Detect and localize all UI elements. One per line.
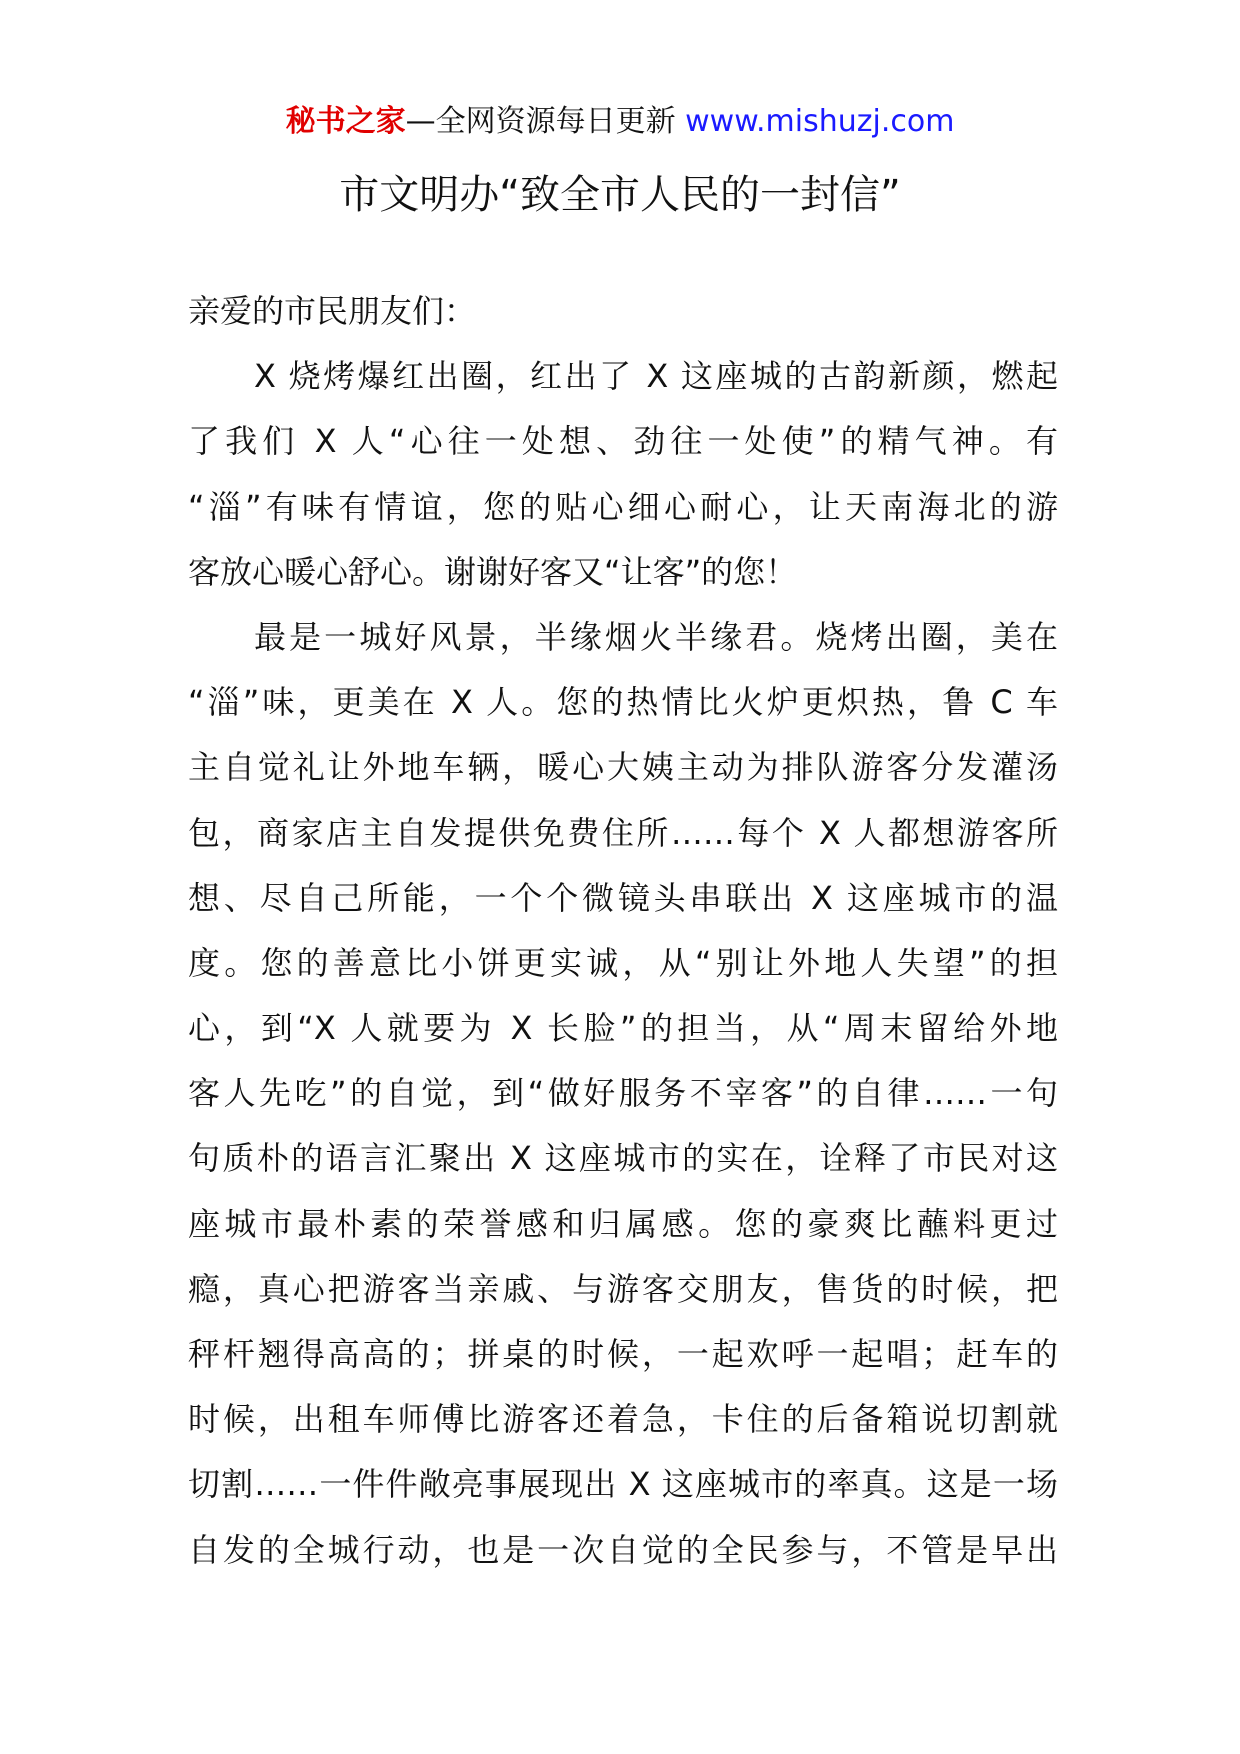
site-header [0, 102, 1240, 142]
body-line: 包，商家店主自发提供免费住所……每个 X 人都想游客所 [188, 813, 1058, 852]
body-line: 自发的全城行动，也是一次自觉的全民参与，不管是早出 [188, 1530, 1058, 1569]
site-url-link[interactable]: www.mishuzj.com [685, 104, 955, 139]
body-line: 最是一城好风景，半缘烟火半缘君。烧烤出圈，美在 [254, 617, 1058, 656]
body-line: 秤杆翘得高高的；拼桌的时候，一起欢呼一起唱；赶车的 [188, 1335, 1058, 1373]
body-line: 了我们 X 人“心往一处想、劲往一处使”的精气神。有 [188, 422, 1058, 461]
body-line: 想、尽自己所能，一个个微镜头串联出 X 这座城市的温 [188, 878, 1058, 917]
body-line: 主自觉礼让外地车辆，暖心大姨主动为排队游客分发灌汤 [188, 748, 1058, 787]
salutation: 亲爱的市民朋友们： [188, 292, 477, 330]
body-line: 客人先吃”的自觉，到“做好服务不宰客”的自律……一句 [188, 1074, 1058, 1113]
body-line: 度。您的善意比小饼更实诚，从“别让外地人失望”的担 [188, 943, 1058, 982]
body-line: 切割……一件件敞亮事展现出 X 这座城市的率真。这是一场 [188, 1465, 1058, 1504]
body-line: 瘾，真心把游客当亲戚、与游客交朋友，售货的时候，把 [188, 1269, 1058, 1308]
document-body [188, 292, 1058, 1596]
body-line: 心，到“X 人就要为 X 长脸”的担当，从“周末留给外地 [188, 1009, 1058, 1048]
document-title: 市文明办“致全市人民的一封信” [339, 172, 901, 218]
body-line: 句质朴的语言汇聚出 X 这座城市的实在，诠释了市民对这 [188, 1139, 1058, 1178]
body-line: “淄”味，更美在 X 人。您的热情比火炉更炽热，鲁 C 车 [188, 683, 1058, 722]
body-line: 座城市最朴素的荣誉感和归属感。您的豪爽比蘸料更过 [188, 1204, 1058, 1243]
body-line: 客放心暖心舒心。谢谢好客又“让客”的您！ [188, 552, 798, 591]
body-line: 时候，出租车师傅比游客还着急，卡住的后备箱说切割就 [188, 1400, 1058, 1439]
header-slogan: —全网资源每日更新 [405, 104, 676, 139]
body-line: X 烧烤爆红出圈，红出了 X 这座城的古韵新颜，燃起 [254, 357, 1058, 396]
brand-name: 秘书之家 [285, 104, 406, 139]
body-line: “淄”有味有情谊，您的贴心细心耐心，让天南海北的游 [188, 487, 1058, 526]
